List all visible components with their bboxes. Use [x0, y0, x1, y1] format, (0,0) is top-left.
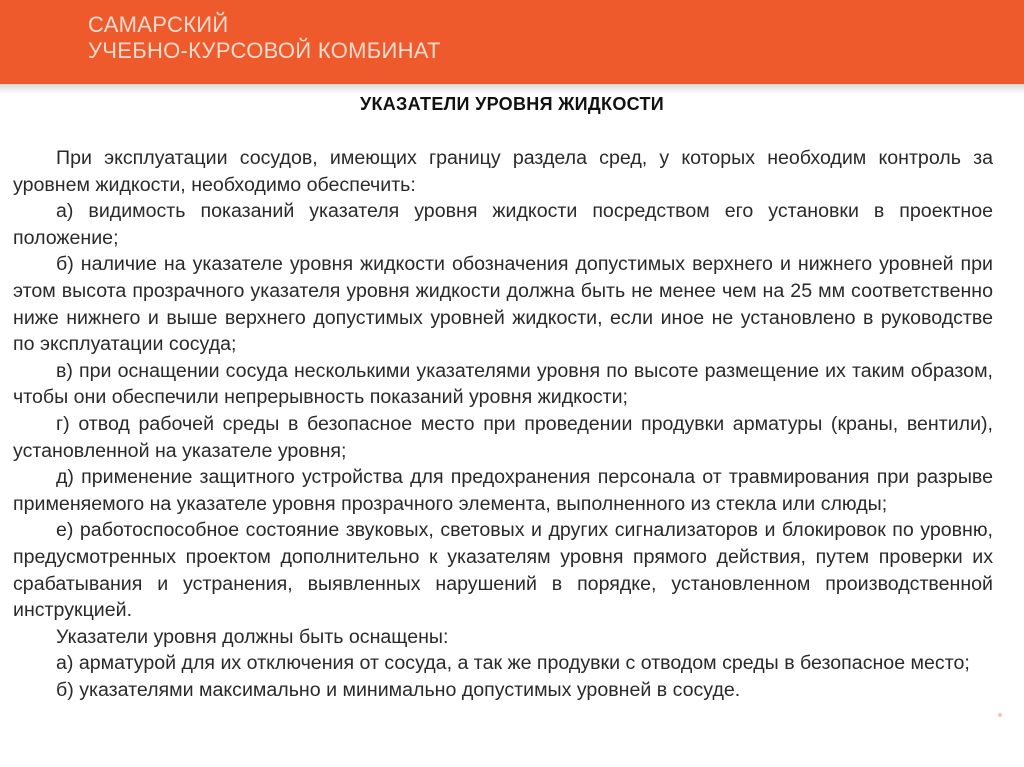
header-shadow: [0, 84, 1024, 94]
list-item-b: б) наличие на указателе уровня жидкости обозначения допустимых верхнего и нижнего уровней при этом высота прозрачного указателя уровня жидкости должна быть не менее чем на 25 мм соответственно ниже нижнего и выше верхнего допустимых уровней жидкости, если иное не установлено в руководстве по эксплуатации сосуда;: [13, 253, 993, 356]
page-title: УКАЗАТЕЛИ УРОВНЯ ЖИДКОСТИ: [359, 94, 665, 114]
list-item-a: а) видимость показаний указателя уровня жидкости посредством его установки в проектное положение;: [13, 200, 993, 249]
list-item-e: е) работоспособное состояние звуковых, световых и других сигнализаторов и блокировок по уровню, предусмотренных проектом дополнительно к указателям уровня прямого действия, путем проверки их срабатывания и устранения, выявленных нарушений в порядке, установленном производственной инструкцией.: [13, 519, 993, 622]
header-bar: [0, 0, 1024, 84]
decorative-dot: [998, 713, 1002, 717]
brand-line-1: САМАРСКИЙ: [88, 12, 229, 37]
equipment-intro-paragraph: Указатели уровня должны быть оснащены:: [56, 625, 449, 648]
list-item-d: д) применение защитного устройства для предохранения персонала от травмирования при разрыве применяемого на указателе уровня прозрачного элемента, выполненного из стекла или слюды;: [13, 466, 993, 515]
list-item-g: г) отвод рабочей среды в безопасное место при проведении продувки арматуры (краны, вентили), установленной на указателе уровня;: [13, 412, 993, 462]
equipment-item-b: б) указателями максимально и минимально допустимых уровней в сосуде.: [56, 678, 741, 701]
brand-logo-text: [88, 12, 441, 64]
equipment-item-a: а) арматурой для их отключения от сосуда, а так же продувки с отводом среды в безопасное место;: [56, 652, 970, 675]
intro-paragraph: При эксплуатации сосудов, имеющих границу раздела сред, у которых необходим контроль за уровнем жидкости, необходимо обеспечить:: [13, 147, 993, 196]
brand-line-2: УЧЕБНО-КУРСОВОЙ КОМБИНАТ: [88, 38, 441, 63]
list-item-v: в) при оснащении сосуда несколькими указателями уровня по высоте размещение их таким образом, чтобы они обеспечили непрерывность показаний уровня жидкости;: [13, 359, 993, 409]
document-body: [13, 145, 993, 703]
